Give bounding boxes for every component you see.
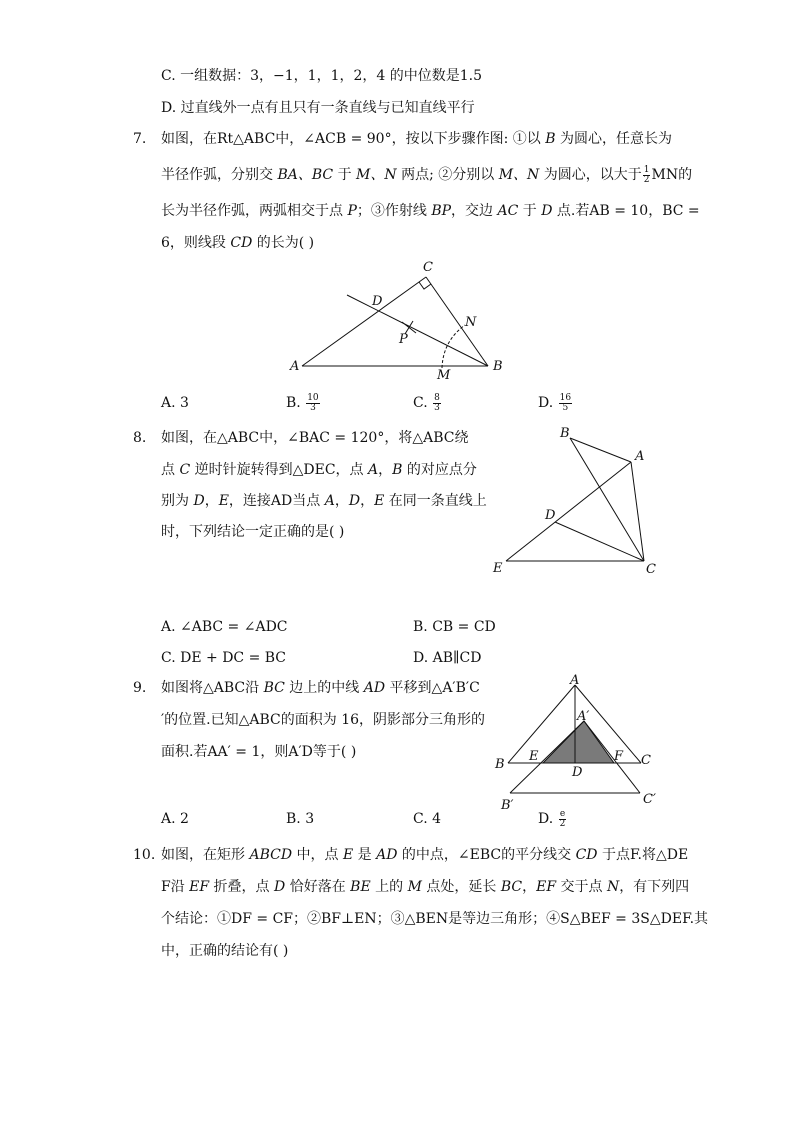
q7-label-m: M xyxy=(437,368,451,383)
q7-arc-mn xyxy=(442,325,465,368)
q9-option-a: A. 2 xyxy=(161,811,189,827)
q8-side-ea xyxy=(506,462,631,561)
q7-figure xyxy=(285,255,515,385)
q8-side-ba xyxy=(570,438,631,462)
prev-option-d: D. 过直线外一点有且只有一条直线与已知直线平行 xyxy=(161,100,475,116)
q9-label-c: C xyxy=(641,753,651,768)
q7-line-3: 长为半径作弧，两弧相交于点 P；③作射线 BP，交边 AC 于 D 点.若AB = 10，BC = xyxy=(161,203,700,219)
q7-option-c: C. $\frac{8}{3}$ xyxy=(413,392,440,413)
q9-label-b-prime: B′ xyxy=(501,798,514,813)
q9-line-2: ′的位置.已知△ABC的面积为 16，阴影部分三角形的 xyxy=(161,712,486,728)
q7-label-c: C xyxy=(423,260,433,275)
q9-label-d: D xyxy=(572,765,583,780)
q7-side-ac xyxy=(302,277,426,366)
q8-line-2: 点 C 逆时针旋转得到△DEC，点 A，B 的对应点分 xyxy=(161,462,477,478)
q9-line-1: 如图将△ABC沿 BC 边上的中线 AD 平移到△A′B′C xyxy=(161,680,480,696)
q7-right-angle-mark xyxy=(419,282,431,289)
q8-label-d: D xyxy=(545,508,556,523)
q8-side-bc xyxy=(570,438,644,561)
prev-option-c: C. 一组数据：3，−1，1，1，2，4 的中位数是1.5 xyxy=(161,68,483,84)
q10-line-1: 如图，在矩形 ABCD 中，点 E 是 AD 的中点，∠EBC的平分线交 CD 于点F.将△DE xyxy=(161,847,689,863)
q9-option-b: B. 3 xyxy=(286,811,315,827)
q8-line-3: 别为 D，E，连接AD当点 A，D，E 在同一条直线上 xyxy=(161,493,487,509)
q8-option-b: B. CB = CD xyxy=(413,619,496,635)
q7-option-a: A. 3 xyxy=(161,395,189,411)
q9-label-a-prime: A′ xyxy=(577,709,590,724)
q9-label-c-prime: C′ xyxy=(643,792,656,807)
q8-side-dc xyxy=(555,522,644,561)
half-fraction: $\frac{1}{2}$ xyxy=(643,164,650,185)
q7-label-b: B xyxy=(493,359,503,374)
q7-label-a: A xyxy=(290,359,300,374)
q10-line-3: 个结论：①DF = CF；②BF⊥EN；③△BEN是等边三角形；④S△BEF = 3S△DEF.其 xyxy=(161,911,709,927)
q10-line-2: F沿 EF 折叠，点 D 恰好落在 BE 上的 M 点处，延长 BC，EF 交于点 N，有下列四 xyxy=(161,879,690,895)
q7-ray-bp xyxy=(347,295,488,366)
q7-label-d: D xyxy=(372,294,383,309)
q8-label-a: A xyxy=(635,449,645,464)
q9-label-e: E xyxy=(529,749,539,764)
q9-number: 9. xyxy=(133,680,147,696)
q8-label-b: B xyxy=(560,426,570,441)
q7-number: 7. xyxy=(133,131,147,147)
q8-figure xyxy=(488,420,668,580)
q10-number: 10. xyxy=(133,847,156,863)
q7-label-p: P xyxy=(399,332,408,347)
q9-shaded-triangle xyxy=(543,721,614,763)
q8-option-c: C. DE + DC = BC xyxy=(161,650,287,666)
q8-side-ac xyxy=(631,462,644,561)
q9-option-d: D. $\frac{e}{2}$ xyxy=(538,808,566,829)
q7-side-cb xyxy=(426,277,488,366)
q8-number: 8. xyxy=(133,430,147,446)
q10-line-4: 中，正确的结论有( ) xyxy=(161,943,289,959)
q7-line-2: 半径作弧，分别交 BA、BC 于 M、N 两点; ②分别以 M、N 为圆心，以大于 $\frac{1}{2}$ MN的 xyxy=(161,164,693,185)
q7-line-4: 6，则线段 CD 的长为( ) xyxy=(161,235,315,251)
q8-label-c: C xyxy=(646,562,656,577)
q7-label-n: N xyxy=(465,315,477,330)
q8-option-a: A. ∠ABC = ∠ADC xyxy=(161,619,288,635)
q9-line-3: 面积.若AA′ = 1，则A′D等于( ) xyxy=(161,744,357,760)
q7-line-1: 如图，在Rt△ABC中，∠ACB = 90°，按以下步骤作图: ①以 B 为圆心，任意长为 xyxy=(161,131,672,147)
q8-line-4: 时，下列结论一定正确的是( ) xyxy=(161,524,345,540)
q9-label-a: A xyxy=(570,673,580,688)
q9-figure xyxy=(490,672,670,817)
q7-option-b: B. $\frac{10}{3}$ xyxy=(286,392,319,413)
q8-label-e: E xyxy=(493,561,503,576)
q9-option-c: C. 4 xyxy=(413,811,442,827)
q9-label-b: B xyxy=(495,757,505,772)
q9-label-f: F xyxy=(614,749,624,764)
q7-option-d: D. $\frac{16}{5}$ xyxy=(538,392,572,413)
q8-line-1: 如图，在△ABC中，∠BAC = 120°，将△ABC绕 xyxy=(161,430,469,446)
q8-option-d: D. AB∥CD xyxy=(413,650,482,666)
